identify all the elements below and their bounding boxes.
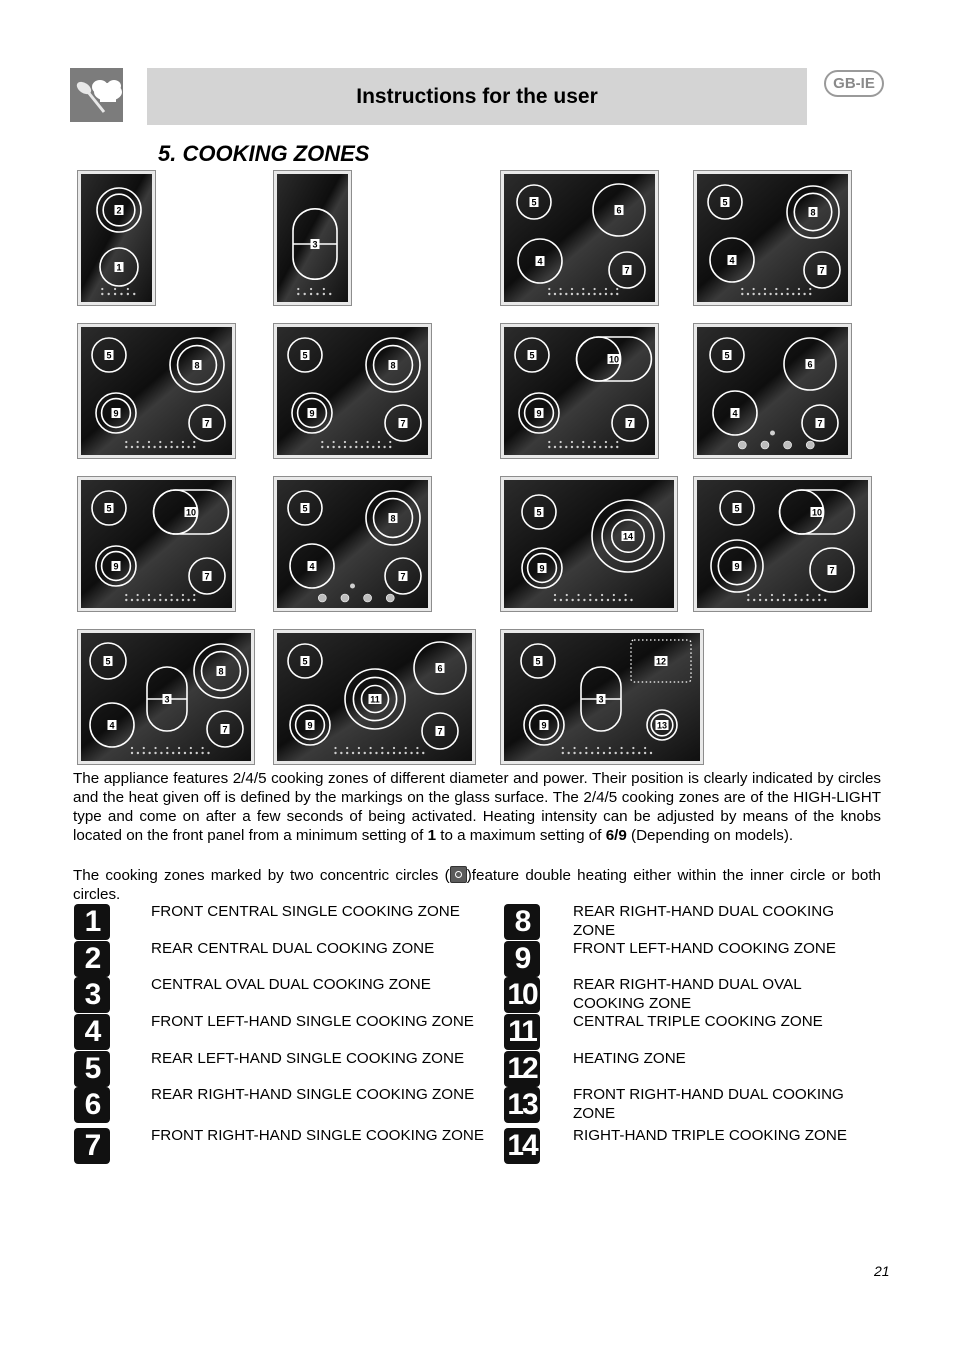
zone-number-label: 5 <box>734 503 740 514</box>
hob-diagram-svg <box>504 174 655 302</box>
legend-number-badge: 13 <box>504 1087 540 1123</box>
legend-number-badge: 5 <box>74 1051 110 1087</box>
intro-paragraph <box>73 769 881 845</box>
hob-diagram-svg <box>81 480 232 608</box>
hob-diagram-svg <box>697 327 848 455</box>
zone-number-label: 7 <box>627 418 633 429</box>
zone-number-label: 13 <box>656 720 668 731</box>
legend-number-badge: 11 <box>504 1014 540 1050</box>
zone-number-label: 7 <box>817 418 823 429</box>
zone-number-label: 9 <box>113 408 119 419</box>
zone-number-label: 7 <box>829 565 835 576</box>
zone-number-label: 6 <box>437 663 443 674</box>
header-title: Instructions for the user <box>356 84 598 108</box>
cooking-zone <box>170 338 224 392</box>
legend-description: FRONT RIGHT-HAND DUAL COOKING ZONE <box>573 1086 844 1122</box>
zone-number-label: 8 <box>218 666 224 677</box>
language-badge: GB-IE <box>824 70 884 97</box>
zone-number-label: 4 <box>732 408 738 419</box>
hob-diagram-svg <box>277 480 428 608</box>
hob-diagram <box>693 323 852 459</box>
zone-number-label: 5 <box>724 350 730 361</box>
zone-number-label: 5 <box>536 507 542 518</box>
glass-surface <box>81 480 232 608</box>
zone-number-label: 11 <box>370 694 380 705</box>
intro-text-middle: to a maximum setting of <box>436 827 606 844</box>
max-setting: 6/9 <box>605 827 627 844</box>
zone-number-label: 10 <box>608 354 620 365</box>
zone-number-label: 10 <box>811 507 823 518</box>
zone-number-label: 4 <box>729 255 735 266</box>
zone-number-label: 7 <box>222 724 228 735</box>
hob-diagram <box>77 629 255 765</box>
zone-number-label: 8 <box>390 513 396 524</box>
zone-number-label: 7 <box>819 265 825 276</box>
glass-surface <box>504 174 655 302</box>
min-setting: 1 <box>427 827 437 844</box>
zone-number-label: 10 <box>185 507 197 518</box>
legend-description: RIGHT-HAND TRIPLE COOKING ZONE <box>573 1127 847 1144</box>
zone-number-label: 5 <box>302 350 308 361</box>
hob-diagram <box>77 170 156 306</box>
zone-number-label: 12 <box>655 656 667 667</box>
zone-number-label: 14 <box>622 531 634 542</box>
zone-number-label: 9 <box>113 561 119 572</box>
cooking-zone <box>366 491 420 545</box>
legend-description: FRONT CENTRAL SINGLE COOKING ZONE <box>151 903 460 920</box>
zone-number-label: 7 <box>437 726 443 737</box>
zone-number-label: 9 <box>734 561 740 572</box>
zone-number-label: 8 <box>390 360 396 371</box>
cooking-zone <box>290 705 330 745</box>
zone-number-label: 9 <box>539 563 545 574</box>
hob-diagram <box>273 323 432 459</box>
legend-number-badge: 6 <box>74 1087 110 1123</box>
zone-number-label: 7 <box>204 571 210 582</box>
zone-number-label: 7 <box>204 418 210 429</box>
cooking-zone <box>524 705 564 745</box>
hob-diagram-svg <box>504 480 674 608</box>
zone-number-label: 4 <box>109 720 115 731</box>
intro-text-end: (Depending on models). <box>626 827 794 844</box>
glass-surface <box>277 480 428 608</box>
hob-diagram-svg <box>277 174 348 302</box>
zone-number-label: 5 <box>722 197 728 208</box>
zone-number-label: 5 <box>106 503 112 514</box>
zone-number-label: 8 <box>194 360 200 371</box>
dual-zone-text: The cooking zones marked by two concentric circles ( <box>73 867 450 884</box>
cooking-zone <box>96 393 136 433</box>
hob-diagram-svg <box>277 327 428 455</box>
zone-number-label: 9 <box>309 408 315 419</box>
dual-zone-text-end: )feature double heating either within the inner circle or both circles. <box>73 867 881 903</box>
glass-surface <box>697 174 848 302</box>
legend-number-badge: 7 <box>74 1128 110 1164</box>
zone-number-label: 8 <box>810 207 816 218</box>
hob-diagram <box>693 476 872 612</box>
hob-diagram <box>500 629 704 765</box>
zone-number-label: 5 <box>302 503 308 514</box>
zone-number-label: 7 <box>400 418 406 429</box>
zone-number-label: 5 <box>106 350 112 361</box>
glass-surface <box>504 327 655 455</box>
legend-description: CENTRAL OVAL DUAL COOKING ZONE <box>151 976 431 993</box>
hob-diagram-svg <box>81 174 152 302</box>
cooking-zone <box>787 186 839 238</box>
hob-diagram <box>273 170 352 306</box>
hob-diagram <box>273 476 432 612</box>
zone-number-label: 5 <box>529 350 535 361</box>
legend-number-badge: 4 <box>74 1014 110 1050</box>
zone-number-label: 5 <box>302 656 308 667</box>
zone-number-label: 3 <box>312 239 318 250</box>
cooking-zone <box>194 644 248 698</box>
cooking-zone <box>711 540 763 592</box>
legend-description: CENTRAL TRIPLE COOKING ZONE <box>573 1013 823 1030</box>
hob-diagram-svg <box>81 327 232 455</box>
cooking-zone <box>522 548 562 588</box>
glass-surface <box>277 327 428 455</box>
cooking-zone <box>345 669 405 729</box>
page-header <box>147 68 807 125</box>
zone-number-label: 5 <box>531 197 537 208</box>
legend-description: REAR LEFT-HAND SINGLE COOKING ZONE <box>151 1050 465 1067</box>
legend-number-badge: 10 <box>504 977 540 1013</box>
hob-diagram-svg <box>81 633 251 761</box>
glass-surface <box>81 327 232 455</box>
glass-surface <box>504 480 674 608</box>
legend-description: REAR CENTRAL DUAL COOKING ZONE <box>151 940 435 957</box>
zone-number-label: 9 <box>536 408 542 419</box>
legend-number-badge: 8 <box>504 904 540 940</box>
hob-diagram <box>77 476 236 612</box>
legend-description: FRONT LEFT-HAND SINGLE COOKING ZONE <box>151 1013 474 1030</box>
hob-diagram <box>693 170 852 306</box>
hob-diagram <box>500 323 659 459</box>
legend-description: REAR RIGHT-HAND SINGLE COOKING ZONE <box>151 1086 475 1103</box>
zone-number-label: 3 <box>164 694 170 705</box>
intro-text: The appliance features 2/4/5 cooking zones of different diameter and power. Their position is clearly indicated by circles and the heat given off is defined by the markings on the glass surface. The 2/4/5 cooking zones are of the HIGH-LIGHT type and come on after a few seconds of being activated. Heating intensity can be adjusted by means of the knobs located on the front panel from a minimum setting of <box>73 770 881 844</box>
page-number: 21 <box>874 1263 890 1279</box>
hob-diagram <box>500 170 659 306</box>
legend-description: REAR RIGHT-HAND DUAL COOKING ZONE <box>573 903 835 939</box>
dual-zone-paragraph <box>73 866 881 904</box>
zone-number-label: 7 <box>400 571 406 582</box>
cooking-zone <box>366 338 420 392</box>
zone-number-label: 6 <box>616 205 622 216</box>
zone-number-label: 9 <box>541 720 547 731</box>
hob-diagram-svg <box>697 480 868 608</box>
zone-number-label: 5 <box>105 656 111 667</box>
glass-surface <box>697 327 848 455</box>
legend-description: FRONT RIGHT-HAND SINGLE COOKING ZONE <box>151 1127 485 1144</box>
zone-number-label: 9 <box>307 720 313 731</box>
zone-number-label: 4 <box>537 256 543 267</box>
cooking-zone <box>96 546 136 586</box>
glass-surface <box>81 174 152 302</box>
chef-logo-icon <box>70 68 123 122</box>
legend-description: FRONT LEFT-HAND COOKING ZONE <box>573 940 836 957</box>
zone-number-label: 3 <box>598 694 604 705</box>
legend-number-badge: 3 <box>74 977 110 1013</box>
zone-number-label: 4 <box>309 561 315 572</box>
legend-number-badge: 1 <box>74 904 110 940</box>
hob-diagram-svg <box>277 633 472 761</box>
zone-number-label: 2 <box>116 205 122 216</box>
zone-number-label: 7 <box>624 265 630 276</box>
legend-number-badge: 12 <box>504 1051 540 1087</box>
concentric-circles-icon <box>450 866 467 883</box>
zone-number-label: 1 <box>116 262 122 273</box>
cooking-zone <box>292 393 332 433</box>
legend-number-badge: 14 <box>504 1128 540 1164</box>
cooking-zone <box>97 188 141 232</box>
cooking-zone <box>519 393 559 433</box>
zone-number-label: 6 <box>807 359 813 370</box>
hob-diagram <box>500 476 678 612</box>
cooking-zone <box>592 500 664 572</box>
hob-diagram <box>273 629 476 765</box>
legend-number-badge: 9 <box>504 941 540 977</box>
hob-diagram-svg <box>697 174 848 302</box>
legend-number-badge: 2 <box>74 941 110 977</box>
hob-diagram-svg <box>504 633 700 761</box>
section-title: 5. COOKING ZONES <box>158 141 370 166</box>
legend-description: HEATING ZONE <box>573 1050 686 1067</box>
hob-diagram-svg <box>504 327 655 455</box>
legend-description: REAR RIGHT-HAND DUAL OVAL COOKING ZONE <box>573 976 802 1012</box>
zone-number-label: 5 <box>535 656 541 667</box>
hob-diagram <box>77 323 236 459</box>
cooking-zone <box>647 710 677 740</box>
